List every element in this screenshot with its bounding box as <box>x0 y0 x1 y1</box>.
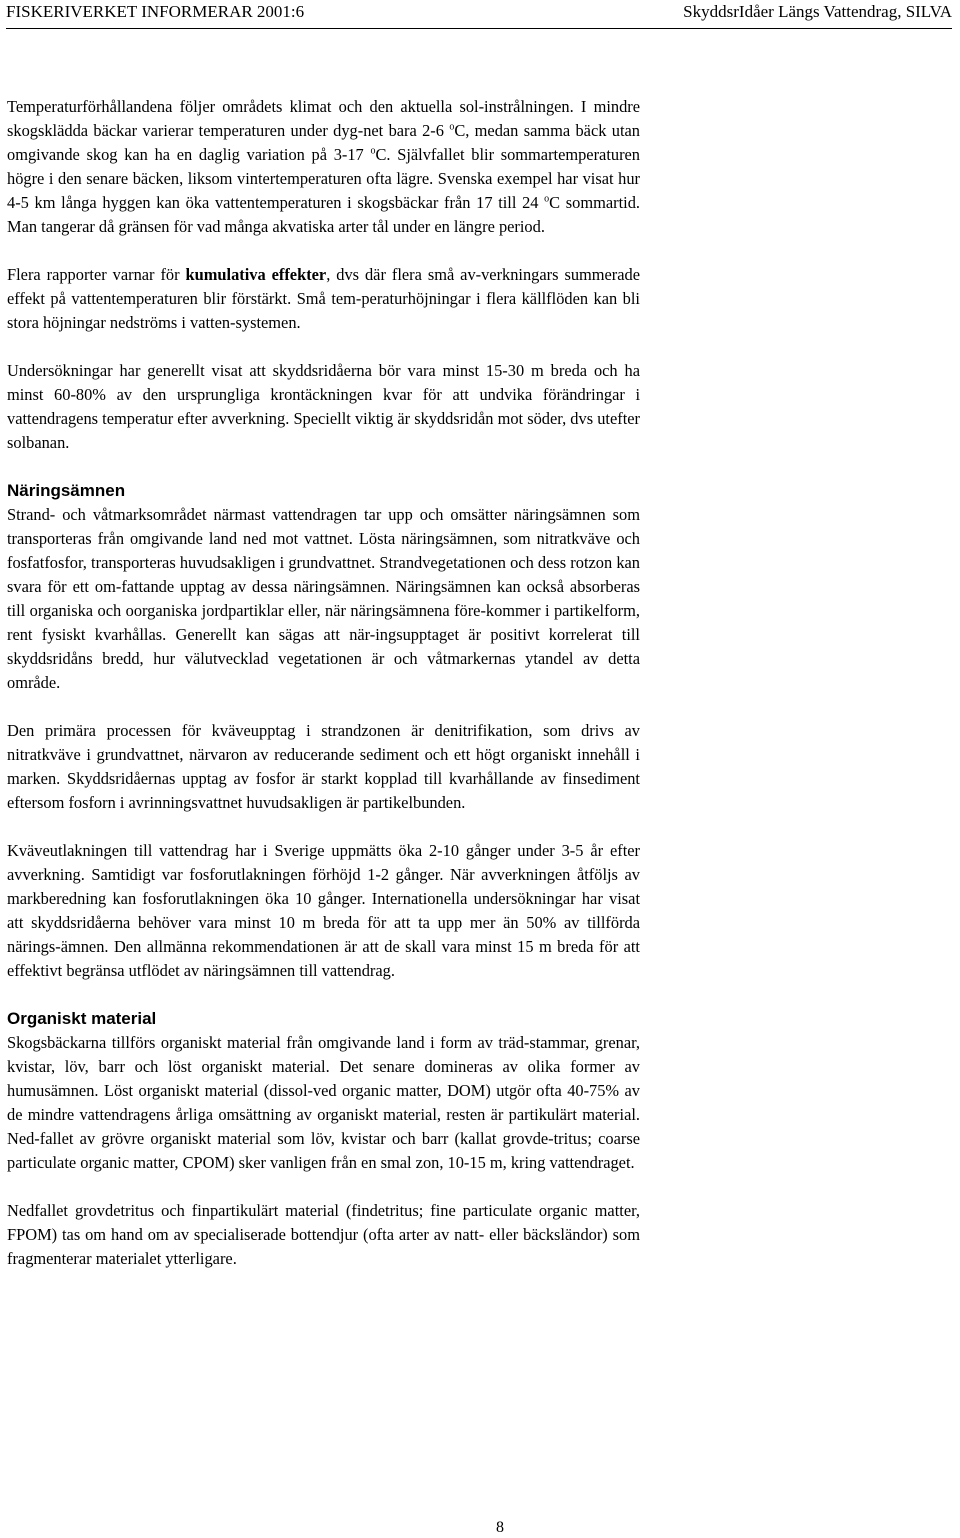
paragraph-denitrification: Den primära processen för kväveupptag i strandzonen är denitrifikation, som drivs av nitratkväve i grundvattnet, närvaron av reducerande sediment och ett högt organiskt innehåll i marken. Skyddsridåernas upptag av fosfor är starkt kopplad till kvarhållande av finsediment eftersom fosforn i avrinningsvattnet huvudsakligen är partikelbunden. <box>7 721 640 812</box>
degree-symbol: o <box>370 145 376 157</box>
paragraph-nutrients: Strand- och våtmarksområdet närmast vattendragen tar upp och omsätter näringsämnen som transporteras från omgivande land ned mot vattnet. Lösta näringsämnen, som nitratkväve och fosfatfosfor, transporteras huvudsakligen i grundvattnet. Strandvegetationen och dess rotzon kan svara för ett om-fattande upptag av dessa näringsämnen. Näringsämnen kan också absorberas till organiska och oorganiska jordpartiklar eller, när näringsämnena före-kommer i partikelform, rent fysiskt kvarhållas. Generellt kan sägas att när-ingsupptaget är positivt korrelerat till skyddsridåns bredd, hur välutvecklad vegetationen är och våtmarkernas ytandel av detta område. <box>7 505 640 692</box>
running-header <box>6 0 952 29</box>
paragraph-detritus: Nedfallet grovdetritus och finpartikulärt material (findetritus; fine particulate organic matter, FPOM) tas om hand om av specialiserade bottendjur (ofta arter av natt- eller bäcksländor) som fragmenterar materialet ytterligare. <box>7 1201 640 1268</box>
paragraph-cumulative <box>7 263 640 335</box>
emphasis-term: kumulativa effekter <box>185 265 327 284</box>
text-run: Temperaturförhållandena följer områdets klimat och den aktuella sol-instrålningen. I mindre skogsklädda bäckar varierar temperaturen under dyg-net bara 2-6 <box>7 97 640 140</box>
text-run: C sommartid. Man tangerar då gränsen för vad många akvatiska arter tål under en längre period. <box>7 193 640 236</box>
header-title: SkyddsrIdåer Längs Vattendrag, SILVA <box>683 2 952 21</box>
degree-symbol: o <box>544 193 550 205</box>
degree-symbol: o <box>449 121 455 133</box>
text-run: , dvs där flera små av-verkningars summerade effekt på vattentemperaturen blir förstärkt. Små tem-peraturhöjningar i flera källflöden kan bli stora höjningar nedströms i vatten-systemen. <box>7 265 640 332</box>
paragraph-temperature <box>7 95 640 239</box>
page-number: 8 <box>496 1519 504 1536</box>
paragraph-leaching: Kväveutlakningen till vattendrag har i Sverige uppmätts öka 2-10 gånger under 3-5 år efter avverkning. Samtidigt var fosforutlakningen förhöjd 1-2 gånger. När avverkningen åtföljs av markberedning kan fosforutlakningen öka 10 gånger. Internationella undersökningar har visat att skyddsridåerna behöver vara minst 10 m breda för att ta upp mer än 50% av tillförda närings-ämnen. Den allmänna rekommendationen är att de skall vara minst 15 m breda för att effektivt begränsa utflödet av näringsämnen till vattendrag. <box>7 841 640 980</box>
text-run: Flera rapporter varnar för <box>7 265 186 284</box>
text-run: C, medan samma bäck utan omgivande skog kan ha en daglig variation på 3-17 <box>7 121 640 164</box>
paragraph-buffer-width: Undersökningar har generellt visat att skyddsridåerna bör vara minst 15-30 m breda och ha minst 60-80% av den ursprungliga krontäckningen kvar för att undvika förändringar i vattendragens temperatur efter avverkning. Speciellt viktig är skyddsridån mot söder, dvs utefter solbanan. <box>7 361 640 452</box>
header-series: FISKERIVERKET INFORMERAR 2001:6 <box>6 2 305 21</box>
paragraph-organic: Skogsbäckarna tillförs organiskt material från omgivande land i form av träd-stammar, grenar, kvistar, löv, barr och löst organiskt material. Det senare domineras av olika former av humusämnen. Löst organiskt material (dissol-ved organic matter, DOM) utgör ofta 40-75% av de mindre vattendragens årliga omsättning av organiskt material, resten är partikulärt material. Ned-fallet av grövre organiskt material som löv, kvistar och barr (kallat grovde-tritus; coarse particulate organic matter, CPOM) sker vanligen från en smal zon, 10-15 m, kring vattendraget. <box>7 1033 640 1172</box>
page-body <box>7 95 640 1295</box>
section-heading-nutrients: Näringsämnen <box>7 481 126 500</box>
section-heading-organic: Organiskt material <box>7 1009 157 1028</box>
text-run: C. Självfallet blir sommartemperaturen högre i den senare bäcken, liksom vintertemperaturen ofta lägre. Svenska exempel har visat hur 4-5 km långa hyggen kan öka vattentemperaturen i skogsbäckar från 17 till 24 <box>7 145 640 212</box>
